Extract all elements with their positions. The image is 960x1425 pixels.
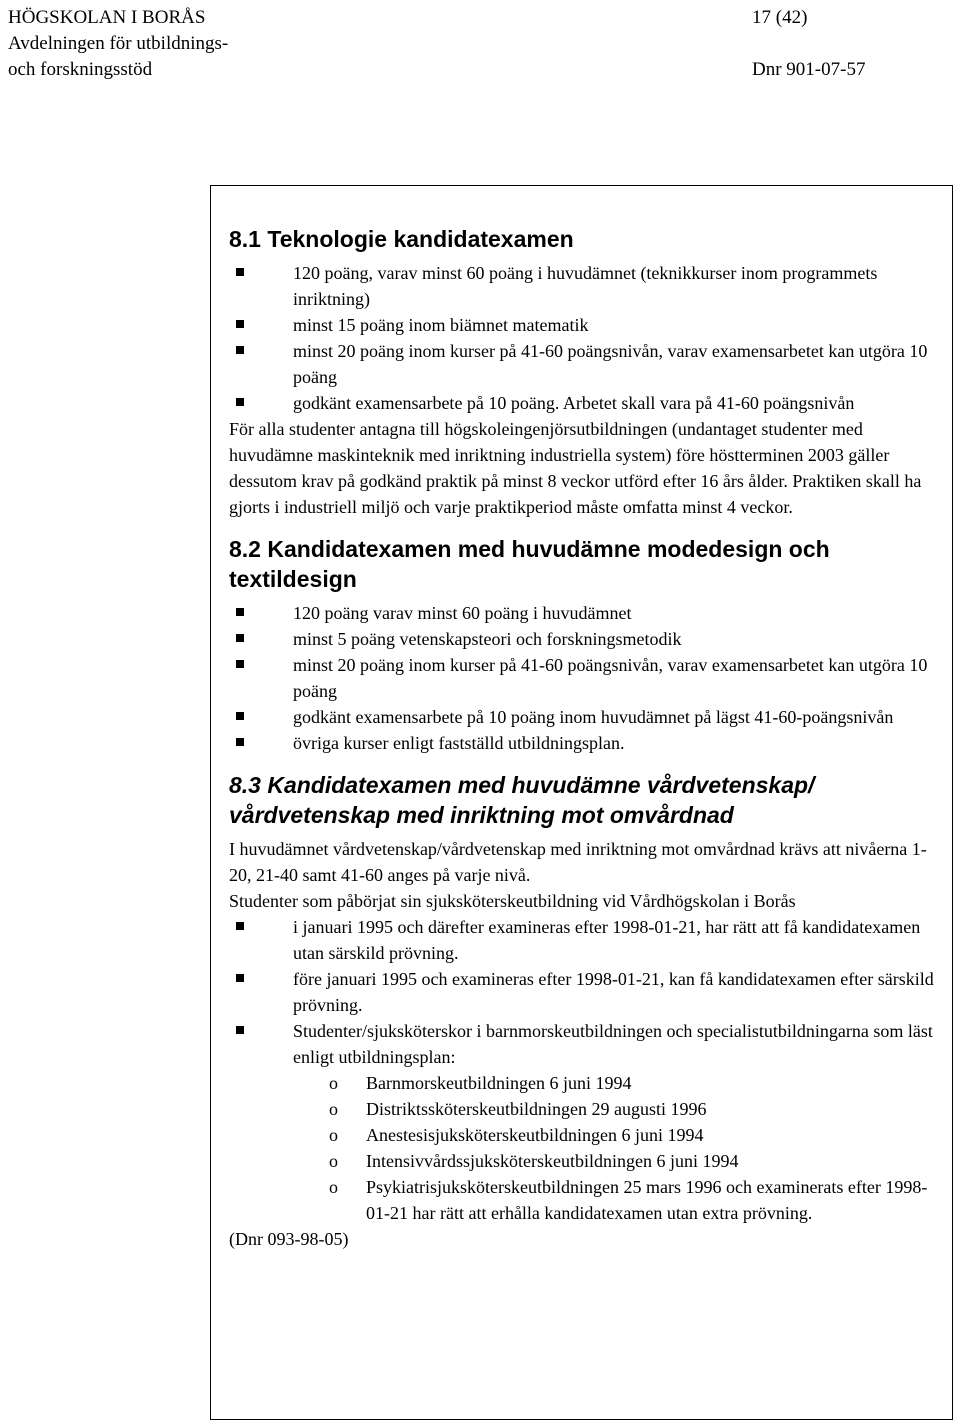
list-item: övriga kurser enligt fastställd utbildningsplan. (229, 730, 944, 756)
section-8-3 (229, 770, 944, 1252)
paragraph: Studenter som påbörjat sin sjuksköterskeutbildning vid Vårdhögskolan i Borås (229, 891, 796, 911)
list-item: 120 poäng, varav minst 60 poäng i huvudämnet (teknikkurser inom programmets inriktning) (229, 260, 944, 312)
paragraph: I huvudämnet vårdvetenskap/vårdvetenskap med inriktning mot omvårdnad krävs att nivåerna 1-20, 21-40 samt 41-60 anges på varje nivå. (229, 839, 927, 885)
sub-list-item: o Intensivvårdssjuksköterskeutbildningen 6 juni 1994 (229, 1148, 944, 1174)
department-line1: Avdelningen för utbildnings- (8, 33, 229, 54)
list-item: minst 15 poäng inom biämnet matematik (229, 312, 944, 338)
list-item: minst 20 poäng inom kurser på 41-60 poängsnivån, varav examensarbetet kan utgöra 10 poäng (229, 652, 944, 704)
section-8-1 (229, 224, 944, 520)
list-item: 120 poäng varav minst 60 poäng i huvudämnet (229, 600, 944, 626)
sub-list-item: o Anestesisjuksköterskeutbildningen 6 juni 1994 (229, 1122, 944, 1148)
department-line2: och forskningsstöd (8, 59, 153, 80)
list-item: minst 5 poäng vetenskapsteori och forskningsmetodik (229, 626, 944, 652)
list-item: godkänt examensarbete på 10 poäng inom huvudämnet på lägst 41-60-poängsnivån (229, 704, 944, 730)
requirement-list (229, 914, 944, 1070)
paragraph: För alla studenter antagna till högskoleingenjörsutbildningen (undantaget studenter med huvudämne maskinteknik med inriktning industriella system) före höstterminen 2003 gäller dessutom krav på godkänd praktik på minst 8 veckor utförd efter 16 års ålder. Praktiken skall ha gjorts i industriell miljö och varje praktikperiod måste omfatta minst 4 veckor. (229, 419, 922, 517)
reference-number: (Dnr 093-98-05) (229, 1229, 349, 1249)
page-number: 17 (42) (752, 7, 808, 28)
list-item: godkänt examensarbete på 10 poäng. Arbetet skall vara på 41-60 poängsnivån (229, 390, 944, 416)
org-name: HÖGSKOLAN I BORÅS (8, 7, 206, 28)
section-heading: 8.3 Kandidatexamen med huvudämne vårdvetenskap/ vårdvetenskap med inriktning mot omvårdnad (229, 772, 815, 828)
list-item: Studenter/sjuksköterskor i barnmorskeutbildningen och specialistutbildningarna som läst enligt utbildningsplan: (229, 1018, 944, 1070)
requirement-list (229, 260, 944, 416)
requirement-list (229, 600, 944, 756)
section-8-2 (229, 534, 944, 756)
sub-list-item: o Distriktssköterskeutbildningen 29 augusti 1996 (229, 1096, 944, 1122)
document-body (229, 224, 944, 1252)
document-number: Dnr 901-07-57 (752, 59, 866, 80)
list-item: minst 20 poäng inom kurser på 41-60 poängsnivån, varav examensarbetet kan utgöra 10 poäng (229, 338, 944, 390)
list-item: i januari 1995 och därefter examineras efter 1998-01-21, har rätt att få kandidatexamen utan särskild prövning. (229, 914, 944, 966)
sub-list-item: o Barnmorskeutbildningen 6 juni 1994 (229, 1070, 944, 1096)
sub-list-item: o Psykiatrisjuksköterskeutbildningen 25 mars 1996 och examinerats efter 1998-01-21 har rätt att erhålla kandidatexamen utan extra prövning. (229, 1174, 944, 1226)
section-heading: 8.1 Teknologie kandidatexamen (229, 226, 574, 252)
section-heading: 8.2 Kandidatexamen med huvudämne modedesign och textildesign (229, 536, 830, 592)
list-item: före januari 1995 och examineras efter 1998-01-21, kan få kandidatexamen efter särskild prövning. (229, 966, 944, 1018)
education-list (229, 1070, 944, 1226)
